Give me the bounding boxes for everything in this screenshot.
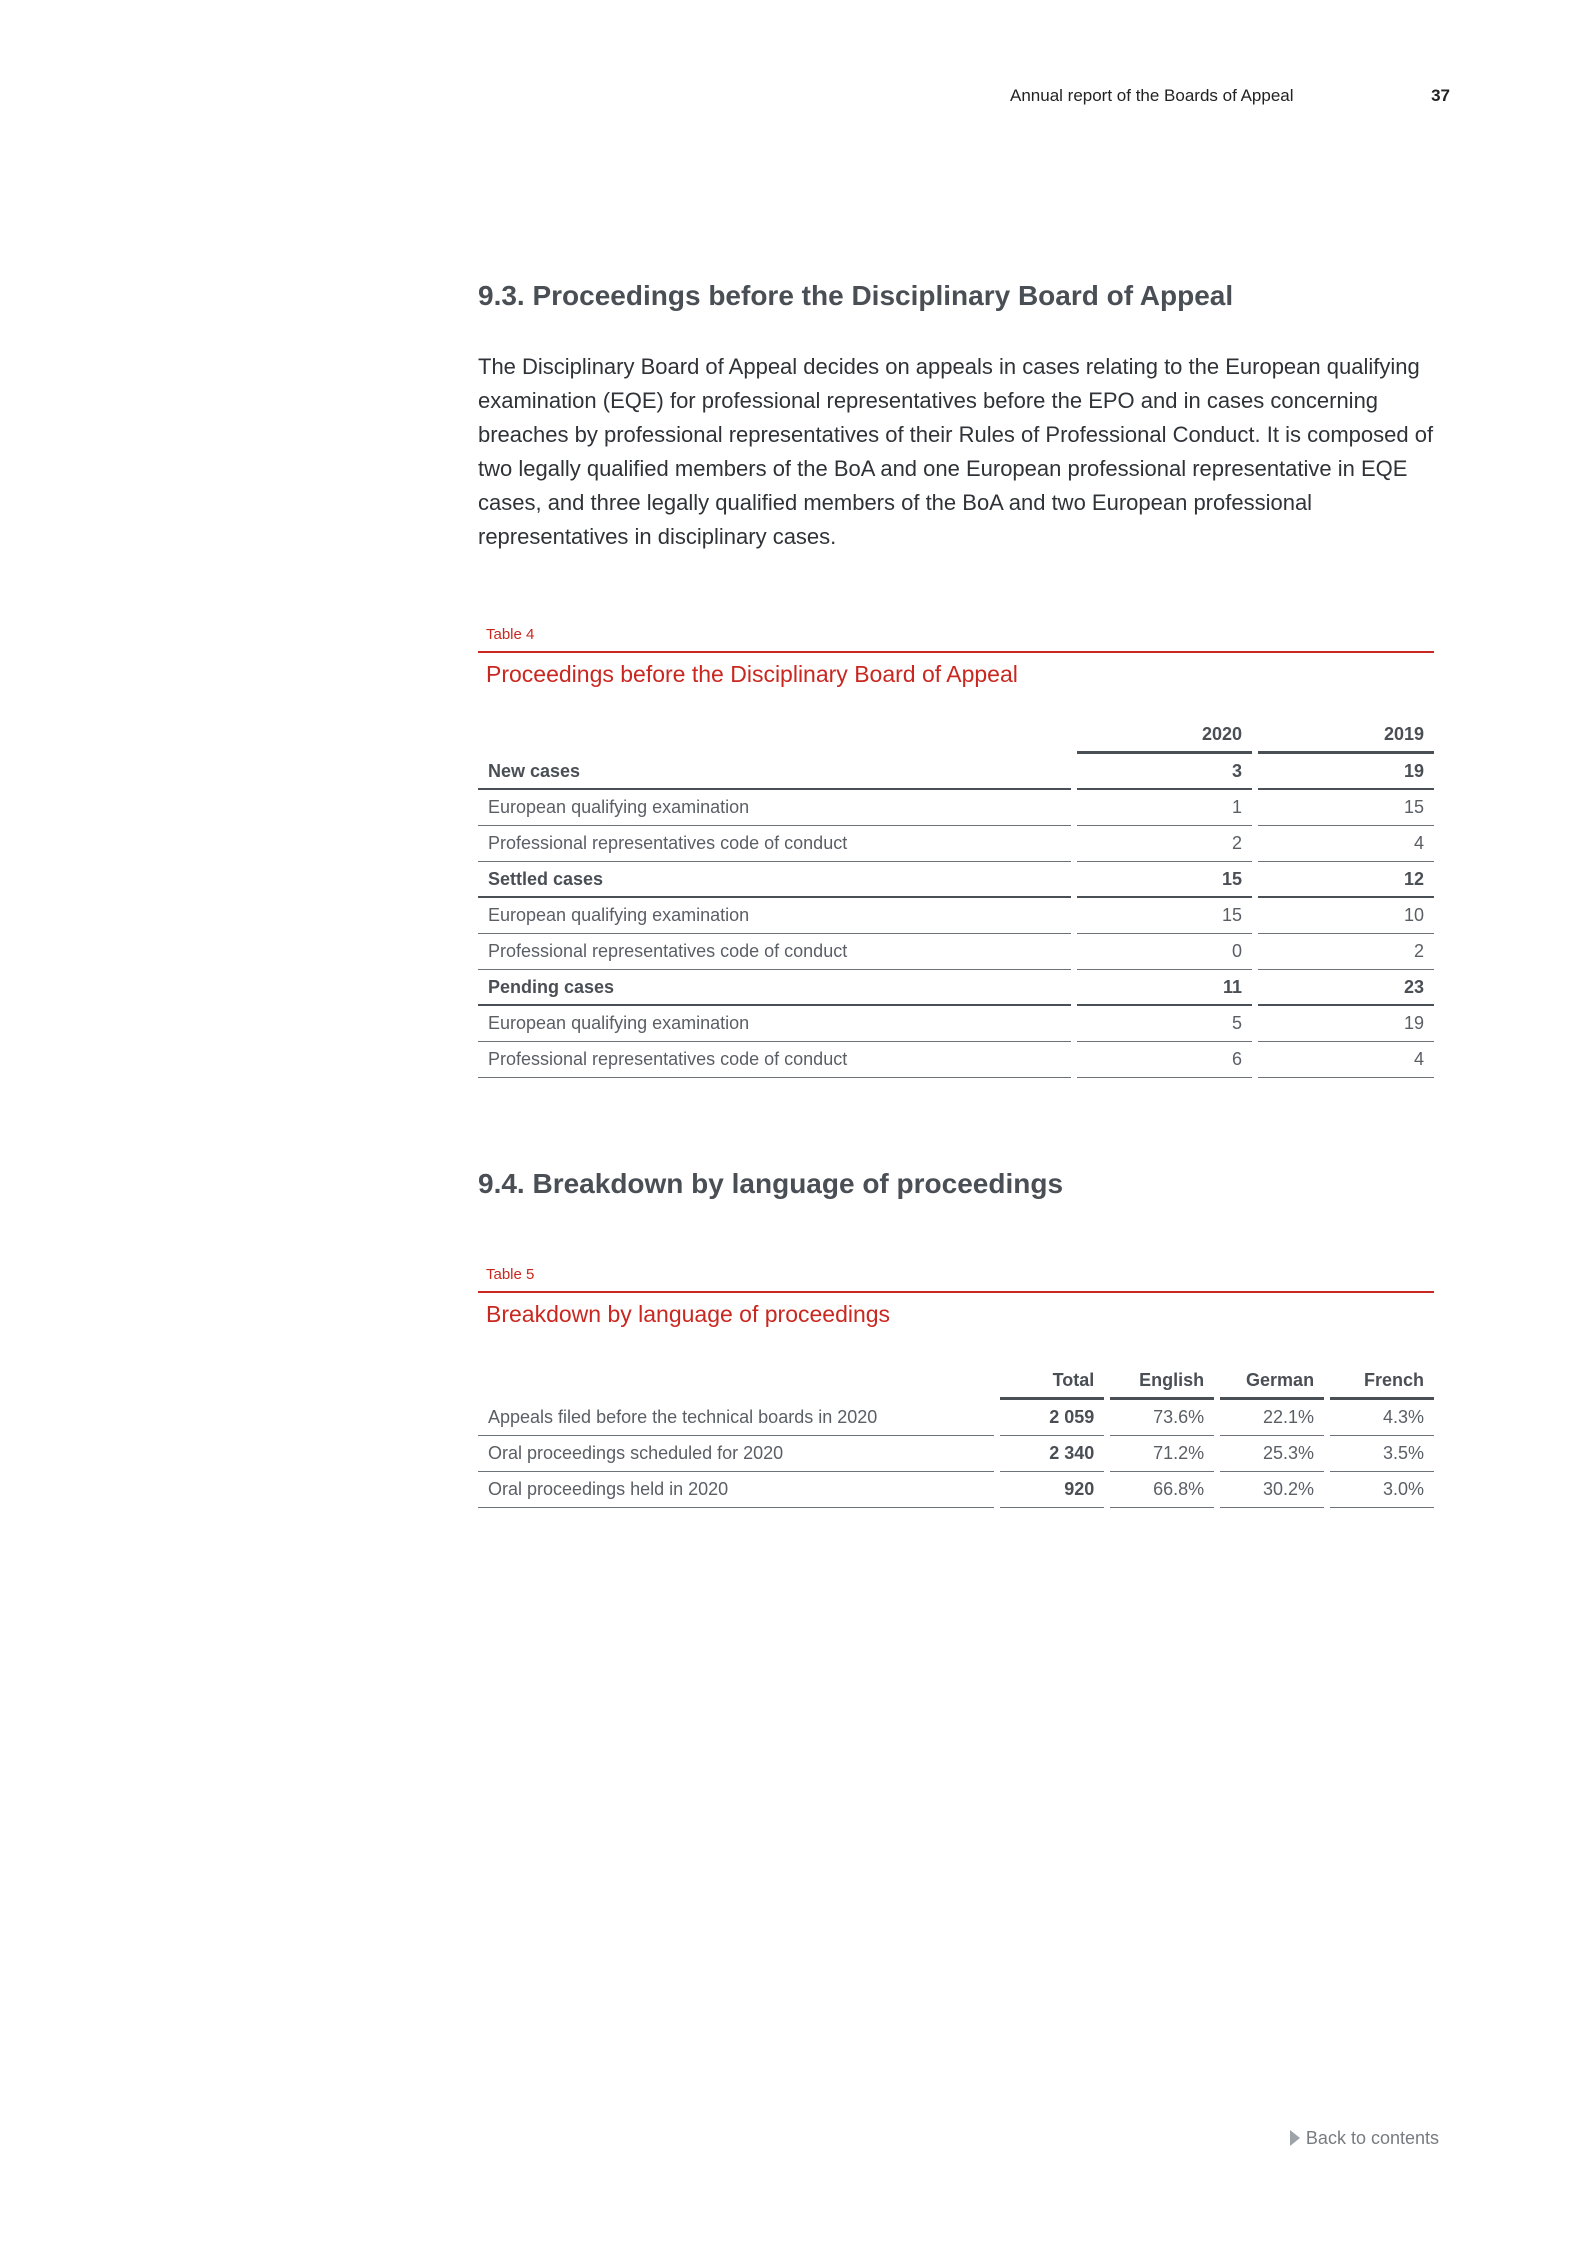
value-total: 2 340	[1000, 1436, 1104, 1472]
table-row	[478, 934, 1434, 970]
value-2020: 15	[1077, 898, 1252, 934]
value-french: 3.5%	[1330, 1436, 1434, 1472]
value-2019: 10	[1258, 898, 1434, 934]
table-4-header-row	[478, 716, 1434, 754]
table-row	[478, 754, 1434, 790]
value-2020: 5	[1077, 1006, 1252, 1042]
value-total: 920	[1000, 1472, 1104, 1508]
value-german: 25.3%	[1220, 1436, 1324, 1472]
value-english: 66.8%	[1110, 1472, 1214, 1508]
row-label: New cases	[478, 754, 1071, 790]
table-5-title-rule	[478, 1291, 1434, 1293]
table-4	[478, 716, 1434, 1078]
column-header-2020: 2020	[1077, 716, 1252, 754]
column-header-french: French	[1330, 1362, 1434, 1400]
header-blank	[478, 716, 1071, 754]
back-to-contents-link[interactable]	[1290, 2125, 1439, 2151]
table-5-header-row	[478, 1362, 1434, 1400]
running-header	[1010, 83, 1450, 109]
table-row	[478, 1436, 1434, 1472]
value-2019: 19	[1258, 754, 1434, 790]
value-total: 2 059	[1000, 1400, 1104, 1436]
value-2019: 23	[1258, 970, 1434, 1006]
table-row	[478, 1006, 1434, 1042]
row-label: European qualifying examination	[478, 898, 1071, 934]
table-5	[478, 1362, 1434, 1508]
value-2020: 3	[1077, 754, 1252, 790]
row-label: Oral proceedings scheduled for 2020	[478, 1436, 994, 1472]
table-row	[478, 1400, 1434, 1436]
row-label: Professional representatives code of conduct	[478, 934, 1071, 970]
table-row	[478, 790, 1434, 826]
table-4-caption: Table 4	[486, 626, 535, 643]
section-heading-9-4: 9.4. Breakdown by language of proceedings	[478, 1168, 1064, 1199]
table-5-caption: Table 5	[486, 1266, 535, 1283]
row-label: Appeals filed before the technical boards in 2020	[478, 1400, 994, 1436]
column-header-2019: 2019	[1258, 716, 1434, 754]
value-2019: 4	[1258, 826, 1434, 862]
value-german: 22.1%	[1220, 1400, 1324, 1436]
column-header-total: Total	[1000, 1362, 1104, 1400]
value-2019: 19	[1258, 1006, 1434, 1042]
value-english: 71.2%	[1110, 1436, 1214, 1472]
header-blank	[478, 1362, 994, 1400]
table-5-title: Breakdown by language of proceedings	[486, 1301, 891, 1327]
column-header-german: German	[1220, 1362, 1324, 1400]
table-4-title-rule	[478, 651, 1434, 653]
value-2020: 15	[1077, 862, 1252, 898]
row-label: European qualifying examination	[478, 1006, 1071, 1042]
value-2019: 15	[1258, 790, 1434, 826]
row-label: Professional representatives code of conduct	[478, 1042, 1071, 1078]
value-german: 30.2%	[1220, 1472, 1324, 1508]
table-4-title: Proceedings before the Disciplinary Board of Appeal	[486, 661, 1018, 687]
running-title: Annual report of the Boards of Appeal	[1010, 86, 1294, 105]
table-row	[478, 826, 1434, 862]
section-heading-9-3: 9.3. Proceedings before the Disciplinary Board of Appeal	[478, 280, 1234, 311]
value-2020: 2	[1077, 826, 1252, 862]
column-header-english: English	[1110, 1362, 1214, 1400]
table-row	[478, 1472, 1434, 1508]
table-row	[478, 862, 1434, 898]
value-2020: 0	[1077, 934, 1252, 970]
value-2019: 12	[1258, 862, 1434, 898]
value-2019: 4	[1258, 1042, 1434, 1078]
row-label: Settled cases	[478, 862, 1071, 898]
table-row	[478, 898, 1434, 934]
table-row	[478, 1042, 1434, 1078]
value-french: 3.0%	[1330, 1472, 1434, 1508]
row-label: Professional representatives code of conduct	[478, 826, 1071, 862]
triangle-right-icon	[1290, 2130, 1300, 2146]
page-number: 37	[1431, 86, 1450, 105]
value-2020: 11	[1077, 970, 1252, 1006]
section-paragraph: The Disciplinary Board of Appeal decides on appeals in cases relating to the European qualifying examination (EQE) for professional representatives before the EPO and in cases concerning breaches by professional representatives of their Rules of Professional Conduct. It is composed of two legally qualified members of the BoA and one European professional representative in EQE cases, and three legally qualified members of the BoA and two European professional representatives in disciplinary cases.	[478, 354, 1434, 549]
row-label: European qualifying examination	[478, 790, 1071, 826]
row-label: Pending cases	[478, 970, 1071, 1006]
value-2020: 1	[1077, 790, 1252, 826]
value-2020: 6	[1077, 1042, 1252, 1078]
value-2019: 2	[1258, 934, 1434, 970]
row-label: Oral proceedings held in 2020	[478, 1472, 994, 1508]
value-english: 73.6%	[1110, 1400, 1214, 1436]
table-row	[478, 970, 1434, 1006]
back-to-contents-label: Back to contents	[1305, 2128, 1439, 2148]
value-french: 4.3%	[1330, 1400, 1434, 1436]
